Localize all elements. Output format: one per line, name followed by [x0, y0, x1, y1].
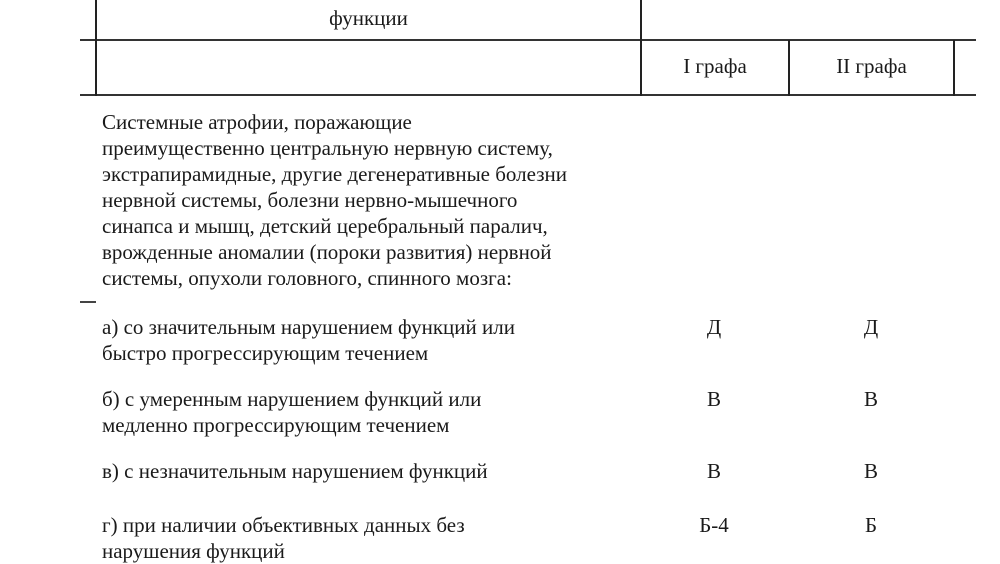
row-value-graph-2: В	[863, 459, 878, 483]
row-value-graph-2: В	[863, 387, 878, 411]
row-value-graph-1: В	[706, 459, 721, 483]
row-value-graph-1: В	[706, 387, 721, 411]
section-title-line: Системные атрофии, поражающие	[102, 110, 412, 134]
table-border-col3	[953, 40, 955, 96]
row-label-line: г) при наличии объективных данных без	[102, 513, 465, 537]
row-label-line: б) с умеренным нарушением функций или	[102, 387, 482, 411]
row-value-graph-2: Д	[863, 315, 879, 339]
column-header-graph-1: I графа	[683, 54, 747, 78]
row-value-graph-1: Д	[706, 315, 722, 339]
row-label-line: нарушения функций	[102, 539, 285, 563]
section-title-line: системы, опухоли головного, спинного мозга:	[102, 266, 512, 290]
row-label-line: медленно прогрессирующим течением	[102, 413, 450, 437]
row-label-line: быстро прогрессирующим течением	[102, 341, 429, 365]
table-border-top-row	[80, 39, 976, 41]
section-title-line: нервной системы, болезни нервно-мышечного	[102, 188, 518, 212]
table-border-header-bottom	[80, 94, 976, 96]
header-fragment-text: функции	[329, 6, 408, 30]
section-title-line: преимущественно центральную нервную систему,	[102, 136, 553, 160]
row-label-line: а) со значительным нарушением функций или	[102, 315, 515, 339]
row-value-graph-1: Б-4	[699, 513, 729, 537]
section-title-line: синапса и мышц, детский церебральный паралич,	[102, 214, 548, 238]
section-title-line: врожденные аномалии (пороки развития) нервной	[102, 240, 552, 264]
row-value-graph-2: Б	[864, 513, 878, 537]
section-title-line: экстрапирамидные, другие дегенеративные болезни	[102, 162, 567, 186]
row-label-line: в) с незначительным нарушением функций	[102, 459, 488, 483]
column-header-graph-2: II графа	[836, 54, 907, 78]
left-margin-dash	[80, 301, 96, 303]
